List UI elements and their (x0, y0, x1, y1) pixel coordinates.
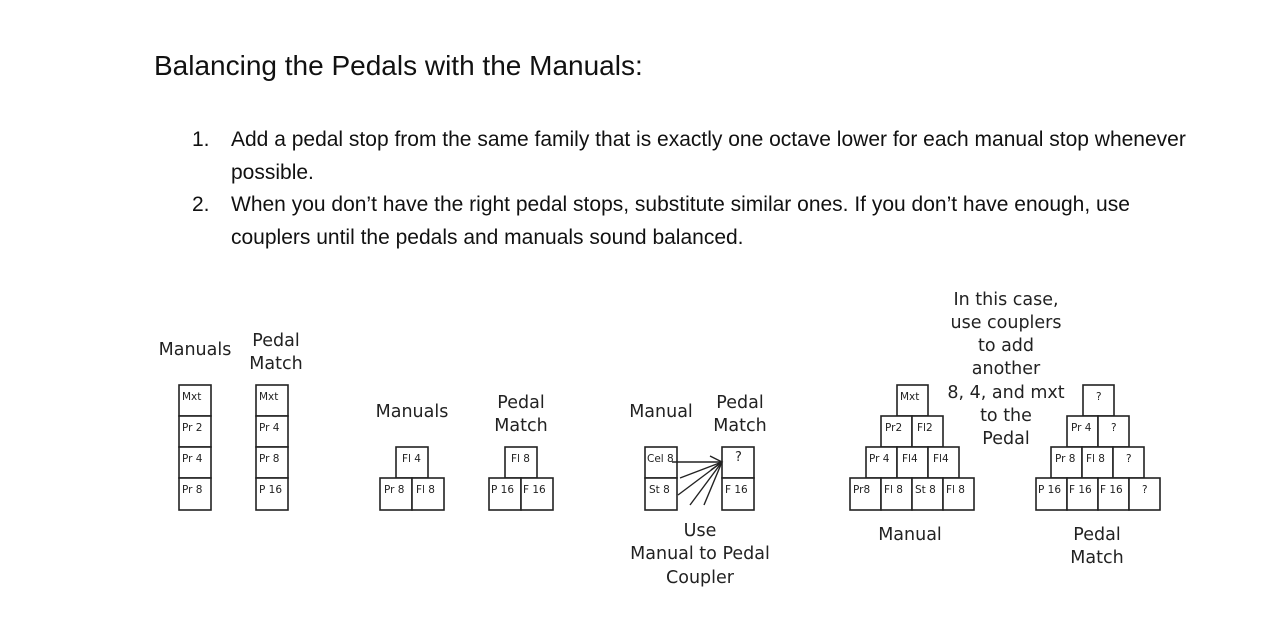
svg-text:Fl4: Fl4 (933, 453, 949, 465)
stop-box (897, 447, 928, 478)
svg-text:Pr 8: Pr 8 (384, 484, 405, 496)
list-item-text: When you don’t have the right pedal stops, substitute similar ones. If you don’t have enough, use couplers until the pedals and manuals sound balanced. (231, 193, 1130, 249)
svg-text:Fl 8: Fl 8 (511, 453, 530, 465)
stop-box (256, 478, 288, 510)
stop-box (881, 416, 912, 447)
pedal-label-line2: Match (249, 354, 303, 374)
stop-box (396, 447, 428, 478)
coupler-caption-line1: Use (683, 521, 717, 541)
svg-text:?: ? (1111, 422, 1117, 434)
svg-text:Mxt: Mxt (182, 391, 202, 403)
stop-box (1067, 416, 1098, 447)
stop-box (1067, 478, 1098, 510)
svg-text:?: ? (1142, 484, 1148, 496)
stop-box (881, 478, 912, 510)
stop-box (1098, 416, 1129, 447)
svg-text:to add: to add (977, 336, 1035, 356)
diagram-1-full-match (159, 331, 303, 510)
stop-box (912, 478, 943, 510)
svg-text:Pr 8: Pr 8 (259, 453, 280, 465)
stop-box (179, 385, 211, 416)
coupler-arrow-icon (672, 456, 722, 505)
svg-text:Pedal: Pedal (982, 429, 1030, 449)
stop-box (179, 416, 211, 447)
svg-text:?: ? (1126, 453, 1132, 465)
svg-text:Mxt: Mxt (900, 391, 920, 403)
stop-box (256, 385, 288, 416)
svg-text:F 16: F 16 (725, 484, 748, 496)
stop-box (850, 478, 881, 510)
stop-box (928, 447, 959, 478)
svg-text:?: ? (1096, 391, 1102, 403)
svg-text:Fl 8: Fl 8 (416, 484, 435, 496)
manuals-label: Manuals (375, 402, 449, 422)
svg-text:?: ? (735, 450, 742, 465)
stop-box (380, 478, 412, 510)
stop-box (645, 478, 677, 510)
svg-text:to the: to the (980, 406, 1032, 426)
svg-text:Pr 4: Pr 4 (869, 453, 890, 465)
pedal-label-line1: Pedal (716, 393, 764, 413)
page-title: Balancing the Pedals with the Manuals: (154, 50, 643, 81)
list-number: 2. (192, 193, 210, 216)
svg-text:Pr 4: Pr 4 (182, 453, 203, 465)
stop-box (521, 478, 553, 510)
stop-box (179, 447, 211, 478)
pedal-label-line2: Match (713, 416, 767, 436)
svg-text:Fl 8: Fl 8 (884, 484, 903, 496)
pedal-label-line2: Match (494, 416, 548, 436)
svg-text:F 16: F 16 (523, 484, 546, 496)
svg-text:Fl 8: Fl 8 (946, 484, 965, 496)
svg-text:P 16: P 16 (259, 484, 283, 496)
list-number: 1. (192, 128, 210, 151)
stop-box (1113, 447, 1144, 478)
svg-text:St 8: St 8 (915, 484, 936, 496)
svg-text:Fl2: Fl2 (917, 422, 933, 434)
svg-text:Cel 8: Cel 8 (647, 453, 674, 465)
svg-text:Fl 4: Fl 4 (402, 453, 421, 465)
svg-text:Pr 4: Pr 4 (259, 422, 280, 434)
coupler-caption-line2: Manual to Pedal (630, 544, 770, 564)
svg-text:8, 4, and mxt: 8, 4, and mxt (947, 383, 1065, 403)
stop-box (256, 416, 288, 447)
stop-box (1036, 478, 1067, 510)
svg-text:Fl 8: Fl 8 (1086, 453, 1105, 465)
svg-text:P 16: P 16 (491, 484, 515, 496)
svg-text:St 8: St 8 (649, 484, 670, 496)
svg-text:Pr 8: Pr 8 (1055, 453, 1076, 465)
svg-text:use couplers: use couplers (950, 313, 1062, 333)
stop-box (1098, 478, 1129, 510)
diagram-2-partial-match (376, 393, 553, 510)
pedal-label-line2: Match (1070, 548, 1124, 568)
stop-box (1051, 447, 1082, 478)
manual-label: Manual (878, 525, 942, 545)
svg-text:Fl4: Fl4 (902, 453, 918, 465)
stop-box (1083, 385, 1114, 416)
coupler-caption-line3: Coupler (666, 568, 734, 588)
stop-box (412, 478, 444, 510)
manual-label: Manual (629, 402, 693, 422)
diagram-3-coupler (629, 393, 770, 588)
list-item-text: Add a pedal stop from the same family that is exactly one octave lower for each manual stop whenever possible. (231, 128, 1186, 184)
stop-box (179, 478, 211, 510)
svg-text:another: another (971, 359, 1041, 379)
stop-box (505, 447, 537, 478)
svg-text:Pr 2: Pr 2 (182, 422, 203, 434)
manuals-label: Manuals (158, 340, 232, 360)
stop-box (722, 447, 754, 478)
stop-box (866, 447, 897, 478)
pedal-label-line1: Pedal (497, 393, 545, 413)
stop-box (1129, 478, 1160, 510)
stop-box (256, 447, 288, 478)
svg-text:Pr8: Pr8 (853, 484, 871, 496)
diagram-4-pyramid (850, 290, 1160, 568)
stop-box (897, 385, 928, 416)
svg-text:Pr 4: Pr 4 (1071, 422, 1092, 434)
stop-box (943, 478, 974, 510)
svg-text:Pr2: Pr2 (885, 422, 903, 434)
svg-text:Mxt: Mxt (259, 391, 279, 403)
stop-box (912, 416, 943, 447)
svg-text:F 16: F 16 (1069, 484, 1092, 496)
svg-text:F 16: F 16 (1100, 484, 1123, 496)
coupler-note (947, 290, 1064, 449)
pedal-label-line1: Pedal (252, 331, 300, 351)
stop-box (722, 478, 754, 510)
svg-text:P 16: P 16 (1038, 484, 1062, 496)
svg-text:Pr 8: Pr 8 (182, 484, 203, 496)
pedal-label-line1: Pedal (1073, 525, 1121, 545)
stop-box (489, 478, 521, 510)
svg-text:In this case,: In this case, (953, 290, 1059, 310)
stop-box (1082, 447, 1113, 478)
